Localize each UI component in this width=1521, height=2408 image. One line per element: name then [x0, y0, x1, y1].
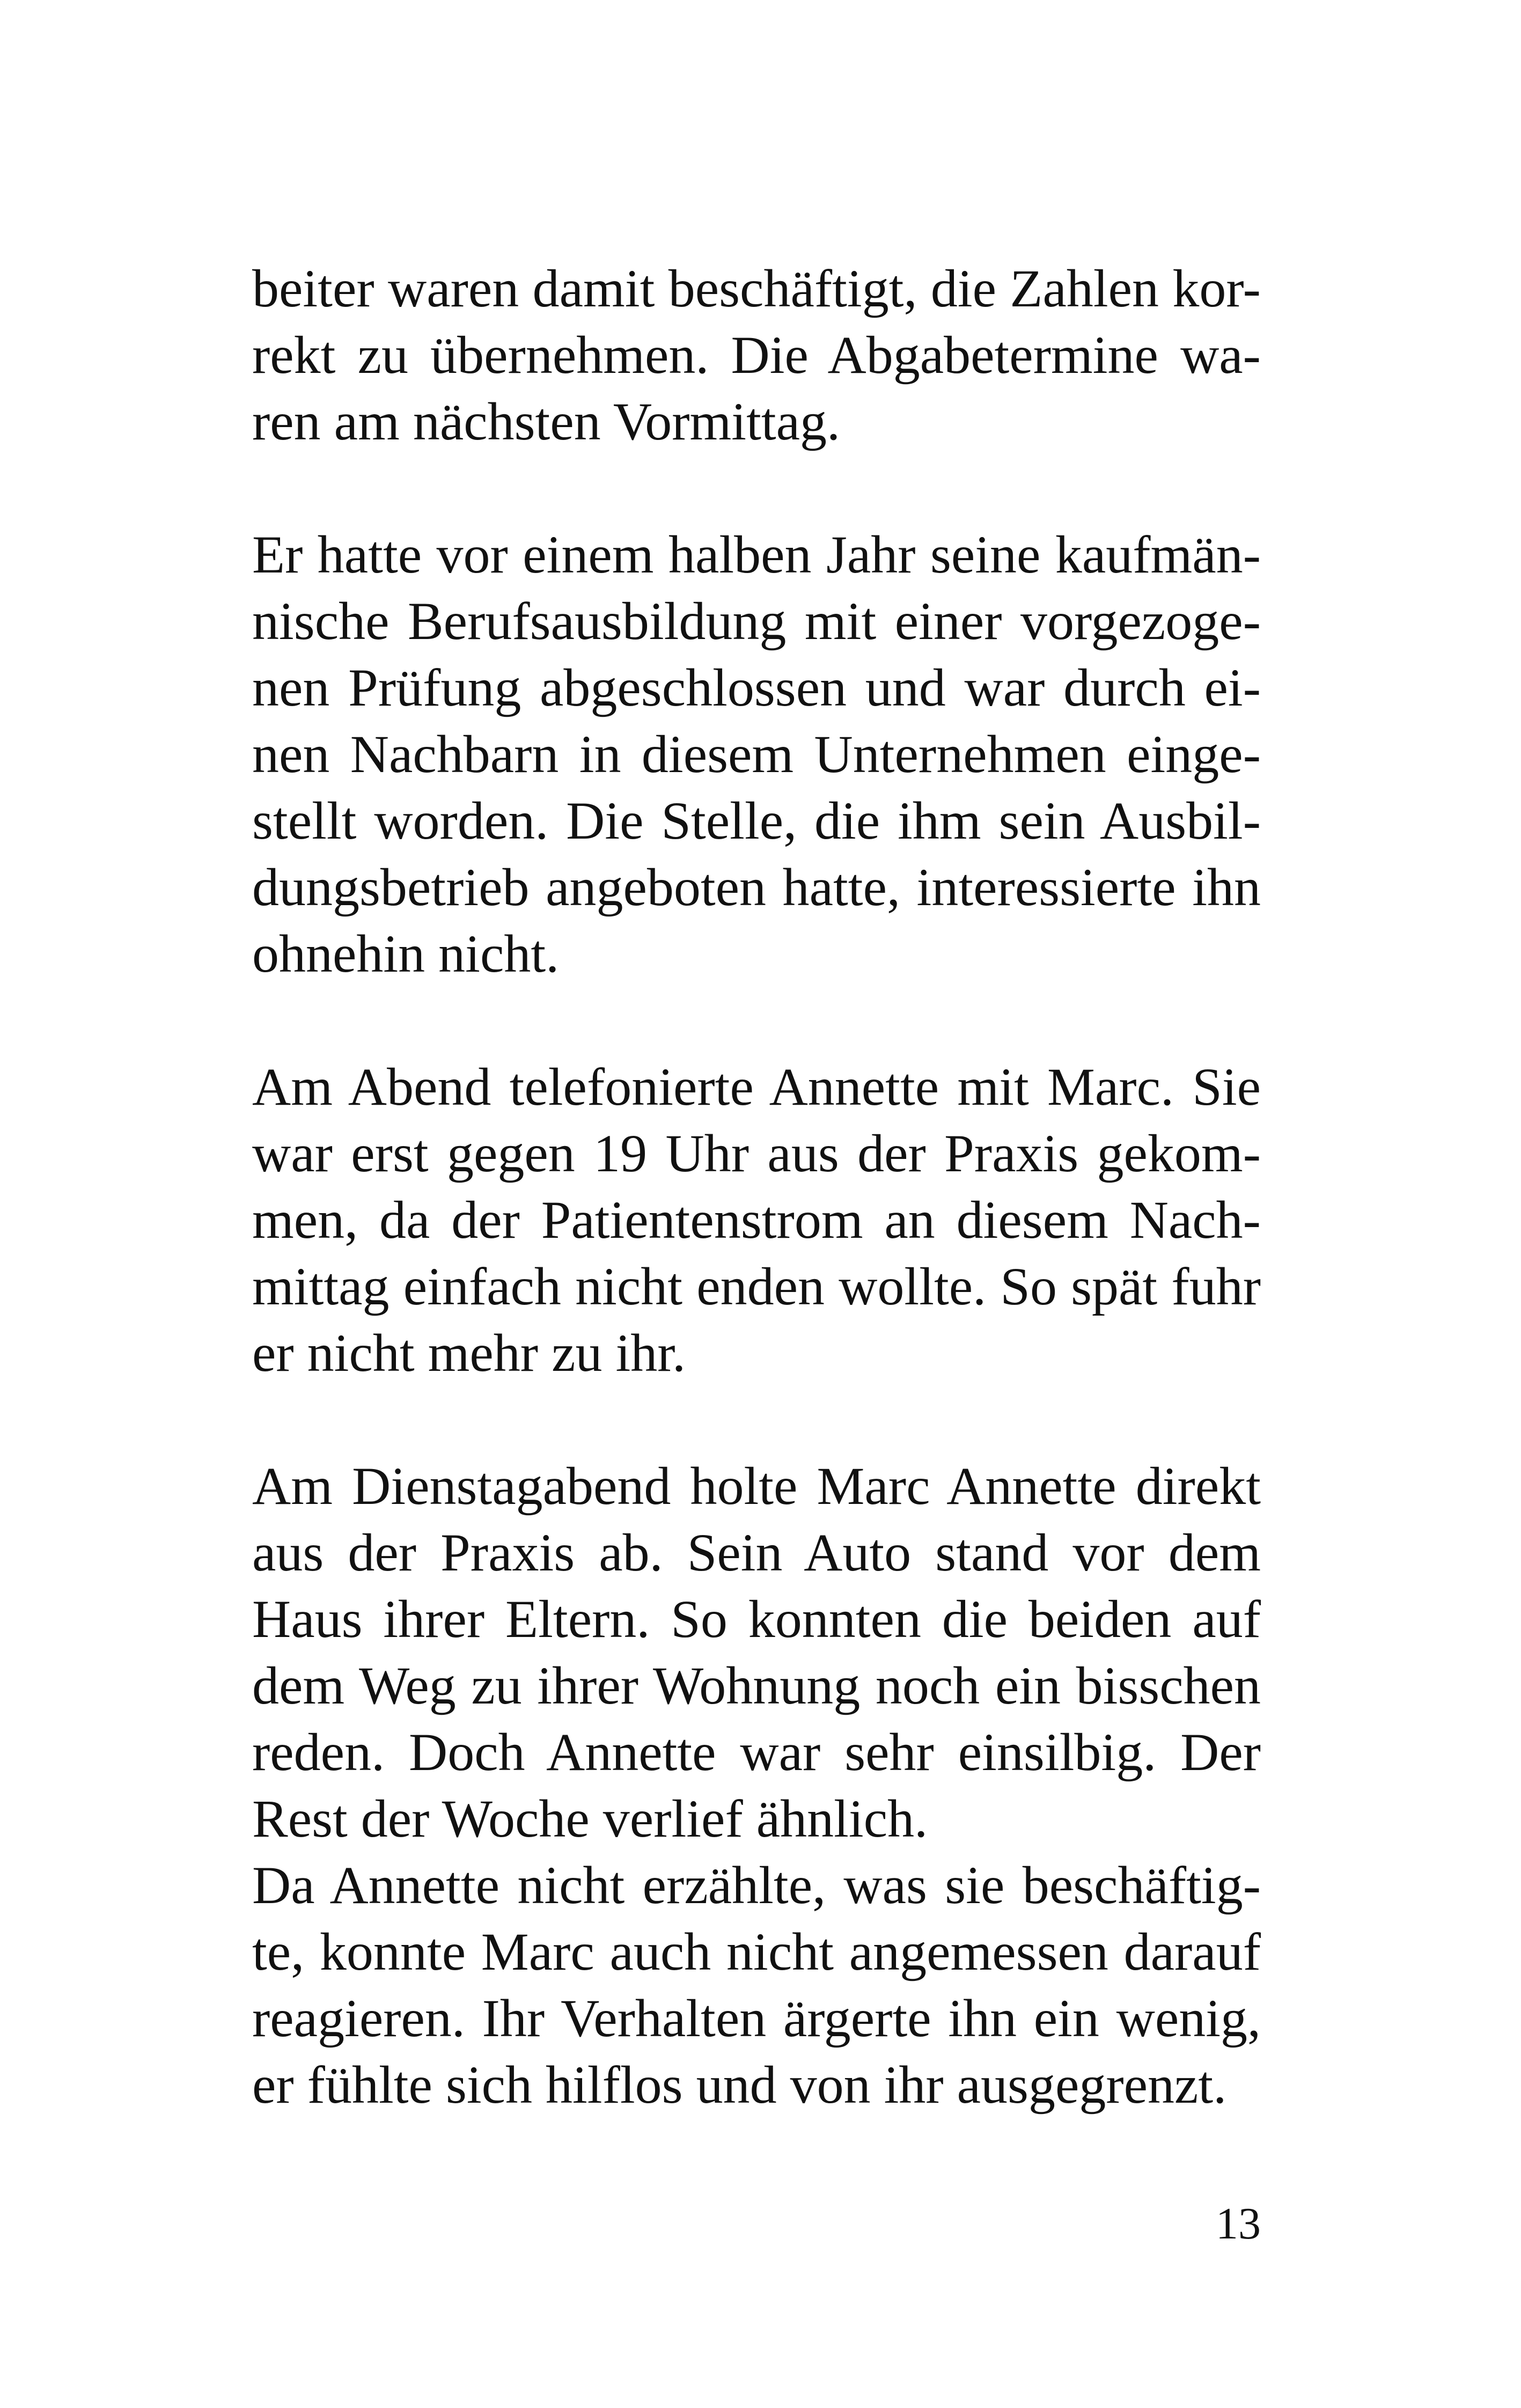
paragraph-5: [252, 1852, 1261, 2118]
text-line: mittag einfach nicht enden wollte. So spät fuhr: [252, 1257, 1261, 1316]
text-line: Am Abend telefonierte Annette mit Marc. Sie: [252, 1057, 1261, 1117]
paragraph-4: [252, 1453, 1261, 1852]
text-line: stellt worden. Die Stelle, die ihm sein Ausbil-: [252, 791, 1261, 850]
text-line: reden. Doch Annette war sehr einsilbig. Der: [252, 1722, 1261, 1782]
body-text: [252, 255, 1261, 2118]
text-line: nen Prüfung abgeschlossen und war durch ei-: [252, 658, 1261, 717]
paragraph-3: [252, 1054, 1261, 1386]
text-line: nische Berufsausbildung mit einer vorgezoge-: [252, 591, 1261, 651]
text-line: rekt zu übernehmen. Die Abgabetermine wa-: [252, 325, 1261, 385]
text-line: ohnehin nicht.: [252, 924, 560, 983]
text-line: nen Nachbarn in diesem Unternehmen einge-: [252, 724, 1261, 784]
text-line: Er hatte vor einem halben Jahr seine kaufmän-: [252, 525, 1261, 584]
paragraph-gap: [252, 455, 1261, 522]
text-line: er fühlte sich hilflos und von ihr ausgegrenzt.: [252, 2055, 1227, 2115]
text-line: Am Dienstagabend holte Marc Annette direkt: [252, 1456, 1261, 1516]
page-number: 13: [1216, 2199, 1261, 2249]
paragraph-gap: [252, 987, 1261, 1054]
text-line: ren am nächsten Vormittag.: [252, 392, 841, 451]
text-line: Rest der Woche verlief ähnlich.: [252, 1789, 928, 1848]
paragraph-2: [252, 522, 1261, 987]
text-line: war erst gegen 19 Uhr aus der Praxis gekom-: [252, 1124, 1261, 1183]
text-line: dungsbetrieb angeboten hatte, interessierte ihn: [252, 857, 1261, 917]
text-line: te, konnte Marc auch nicht angemessen darauf: [252, 1922, 1261, 1981]
text-line: men, da der Patientenstrom an diesem Nach-: [252, 1190, 1261, 1250]
text-line: Da Annette nicht erzählte, was sie beschäftig-: [252, 1855, 1261, 1915]
text-line: beiter waren damit beschäftigt, die Zahlen kor-: [252, 259, 1261, 318]
text-line: reagieren. Ihr Verhalten ärgerte ihn ein wenig,: [252, 1988, 1261, 2048]
text-line: Haus ihrer Eltern. So konnten die beiden auf: [252, 1589, 1261, 1649]
text-line: dem Weg zu ihrer Wohnung noch ein bisschen: [252, 1656, 1261, 1715]
paragraph-gap: [252, 1386, 1261, 1453]
text-line: aus der Praxis ab. Sein Auto stand vor dem: [252, 1523, 1261, 1582]
paragraph-1: [252, 255, 1261, 455]
text-line: er nicht mehr zu ihr.: [252, 1323, 686, 1383]
